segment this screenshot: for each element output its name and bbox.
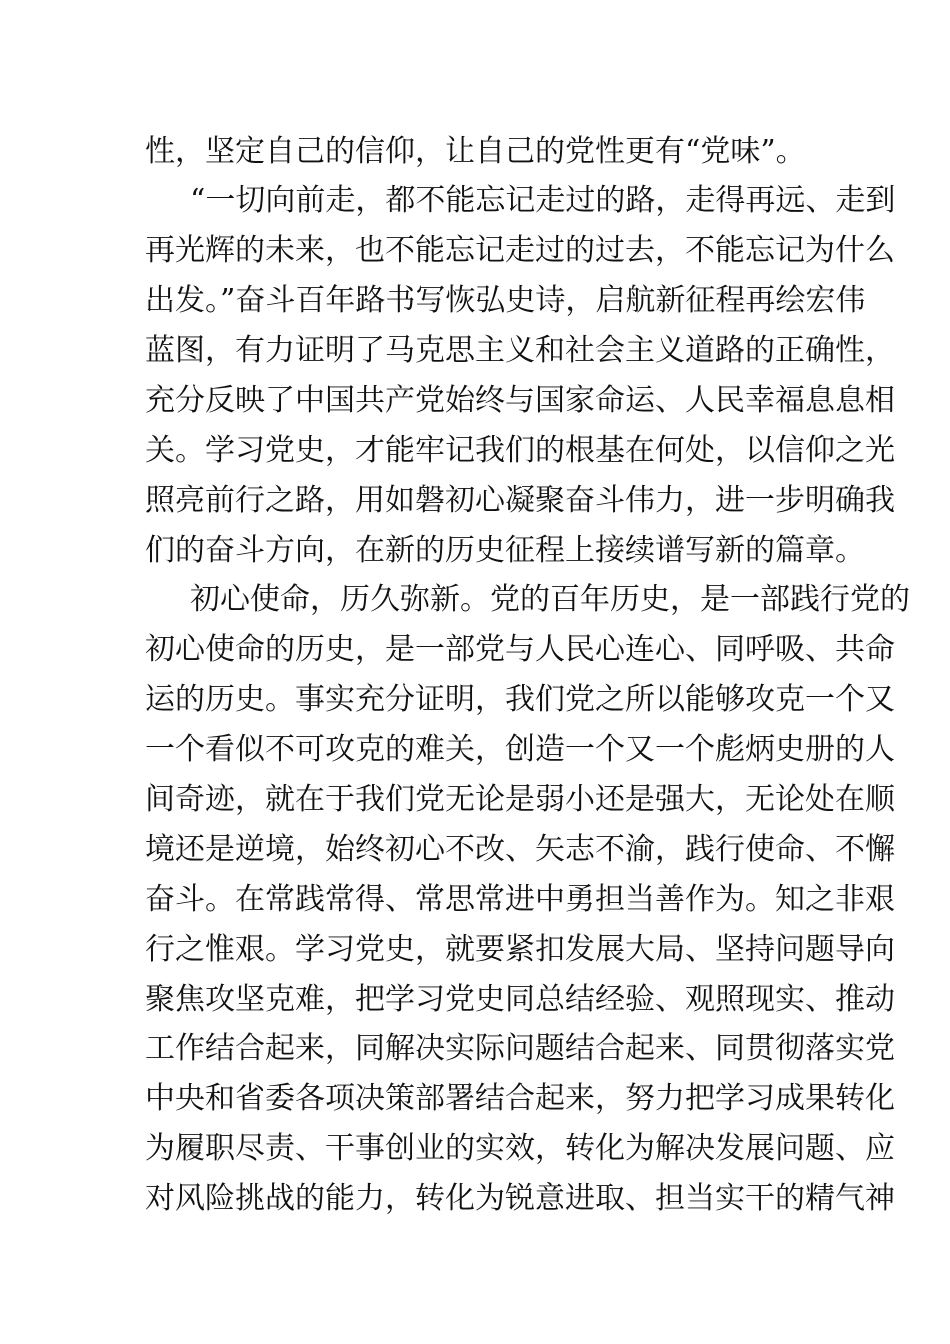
text-line: 间奇迹，就在于我们党无论是弱小还是强大，无论处在顺 xyxy=(145,782,895,817)
text-line: 一个看似不可攻克的难关，创造一个又一个彪炳史册的人 xyxy=(145,732,895,767)
text-line: 再光辉的未来，也不能忘记走过的过去，不能忘记为什么 xyxy=(145,233,895,268)
text-line: 照亮前行之路，用如磐初心凝聚奋斗伟力，进一步明确我 xyxy=(145,483,895,518)
paragraph-first-line: “一切向前走，都不能忘记走过的路，走得再远、走到 xyxy=(190,183,896,218)
text-line: 工作结合起来，同解决实际问题结合起来、同贯彻落实党 xyxy=(145,1031,895,1066)
text-line: 性，坚定自己的信仰，让自己的党性更有“党味”。 xyxy=(145,134,806,169)
paragraph-first-line: 初心使命，历久弥新。党的百年历史，是一部践行党的 xyxy=(190,582,910,617)
text-line: 对风险挑战的能力，转化为锐意进取、担当实干的精气神 xyxy=(145,1181,895,1216)
text-line: 行之惟艰。学习党史，就要紧扣发展大局、坚持问题导向 xyxy=(145,932,895,967)
text-line: 蓝图，有力证明了马克思主义和社会主义道路的正确性， xyxy=(145,333,895,368)
text-line: 奋斗。在常践常得、常思常进中勇担当善作为。知之非艰 xyxy=(145,882,895,917)
text-line: 运的历史。事实充分证明，我们党之所以能够攻克一个又 xyxy=(145,682,895,717)
text-line: 们的奋斗方向，在新的历史征程上接续谱写新的篇章。 xyxy=(145,533,865,568)
text-line: 出发。”奋斗百年路书写恢弘史诗，启航新征程再绘宏伟 xyxy=(145,283,866,318)
text-line: 初心使命的历史，是一部党与人民心连心、同呼吸、共命 xyxy=(145,632,895,667)
text-line: 聚焦攻坚克难，把学习党史同总结经验、观照现实、推动 xyxy=(145,982,895,1017)
text-line: 境还是逆境，始终初心不改、矢志不渝，践行使命、不懈 xyxy=(145,832,895,867)
text-line: 中央和省委各项决策部署结合起来，努力把学习成果转化 xyxy=(145,1081,895,1116)
text-line: 关。学习党史，才能牢记我们的根基在何处，以信仰之光 xyxy=(145,433,895,468)
text-line: 充分反映了中国共产党始终与国家命运、人民幸福息息相 xyxy=(145,383,895,418)
text-line: 为履职尽责、干事创业的实效，转化为解决发展问题、应 xyxy=(145,1131,895,1166)
